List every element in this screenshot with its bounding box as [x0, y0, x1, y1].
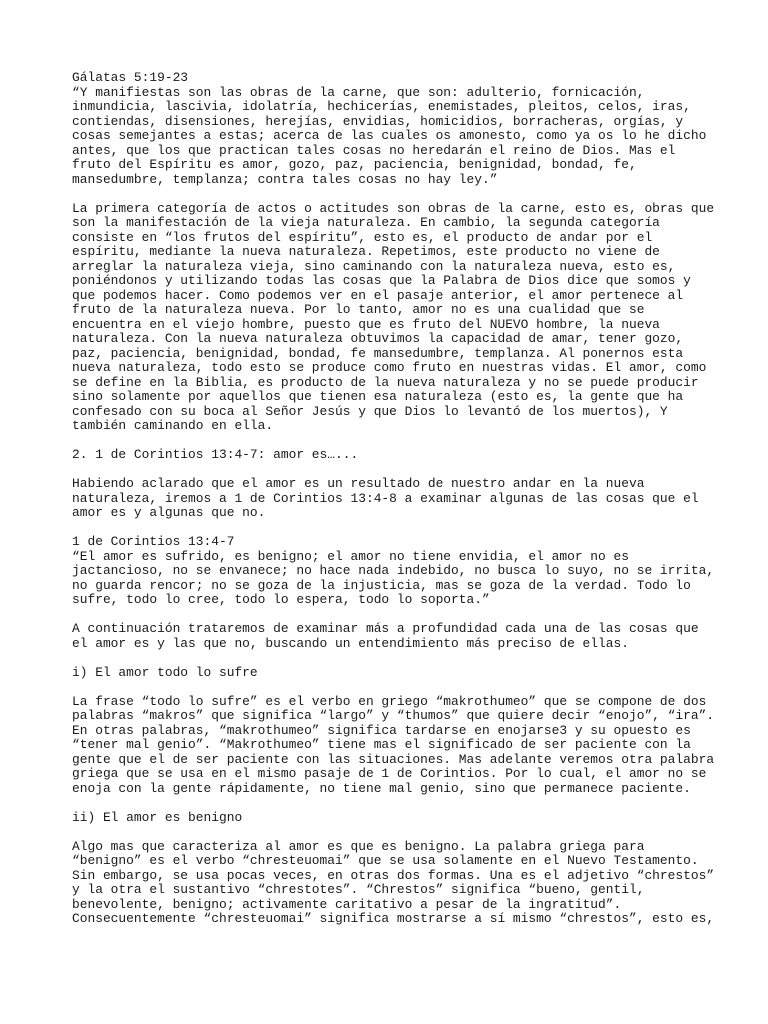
paragraph-galatas-quote [72, 71, 712, 187]
text-line: mansedumbre, templanza; contra tales cosas no hay ley.” [72, 171, 498, 187]
text-line: gente que el de ser paciente con las situaciones. Mas adelante veremos otra palabra [72, 751, 715, 767]
text-line: inmundicia, lascivia, idolatría, hechicerías, enemistades, pleitos, celos, iras, [72, 99, 691, 114]
text-line: i) El amor todo lo sufre [72, 664, 258, 680]
text-line: palabras “makros” que significa “largo” y “thumos” que quiere decir “enojo”, “ira”. [72, 708, 715, 723]
text-line: Algo mas que caracteriza al amor es que es benigno. La palabra griega para [72, 838, 645, 854]
text-line: consiste en “los frutos del espíritu”, esto es, el producto de andar por el [72, 229, 653, 245]
text-line: se define en la Biblia, es producto de la nueva naturaleza y no se puede producir [72, 374, 699, 390]
text-line: “tener mal genio”. “Makrothumeo” tiene mas el significado de ser paciente con la [72, 737, 691, 752]
text-line: A continuación trataremos de examinar más a profundidad cada una de las cosas que [72, 621, 699, 636]
text-line: encuentra en el viejo hombre, puesto que es fruto del NUEVO hombre, la nueva [72, 316, 660, 332]
text-line: confesado con su boca al Señor Jesús y que Dios lo levantó de los muertos), Y [72, 403, 668, 419]
text-line: fruto del Espíritu es amor, gozo, paz, paciencia, benignidad, bondad, fe, [72, 157, 637, 172]
text-line: “benigno” es el verbo “chresteuomai” que se usa solamente en el Nuevo Testamento. [72, 853, 699, 868]
text-line: “El amor es sufrido, es benigno; el amor no tiene envidia, el amor no es [72, 548, 629, 564]
paragraph-heading-2 [72, 448, 712, 463]
text-line: fruto de la naturaleza nueva. Por lo tanto, amor no es una cualidad que se [72, 302, 645, 317]
paragraph-spacer [72, 521, 712, 536]
paragraph-la-frase [72, 693, 715, 797]
paragraph-spacer [72, 796, 712, 811]
text-line: naturaleza. Con la nueva naturaleza obtuvimos la capacidad de amar, tener gozo, [72, 331, 684, 346]
paragraph-spacer [72, 608, 712, 623]
text-line: paz, paciencia, benignidad, bondad, fe mansedumbre, templanza. Al ponernos esta [72, 345, 684, 361]
text-line: Habiendo aclarado que el amor es un resultado de nuestro andar en la nueva [72, 476, 645, 491]
text-line: espíritu, mediante la nueva naturaleza. Repetimos, este producto no viene de [72, 244, 660, 259]
text-line: sino solamente por aquellos que tienen esa naturaleza (esto es, la gente que ha [72, 389, 684, 404]
text-line: Consecuentemente “chresteuomai” significa mostrarse a sí mismo “chrestos”, esto es, [72, 911, 715, 926]
text-line: arreglar la naturaleza vieja, sino caminando con la naturaleza nueva, esto es, [72, 258, 676, 274]
text-line: La frase “todo lo sufre” es el verbo en griego “makrothumeo” que se compone de dos [72, 693, 707, 709]
text-line: contiendas, disensiones, herejías, envidias, homicidios, borracheras, orgías, y [72, 113, 684, 129]
paragraph-spacer [72, 651, 712, 666]
text-line: son la manifestación de la vieja naturaleza. En cambio, la segunda categoría [72, 215, 660, 230]
text-line: cosas semejantes a estas; acerca de las cuales os amonesto, como ya os lo he dicho [72, 128, 707, 143]
text-line: amor es y algunas que no. [72, 505, 266, 520]
text-line: nueva naturaleza, todo esto se produce como fruto en nuestras vidas. El amor, como [72, 360, 707, 375]
paragraph-corintios-quote [72, 534, 715, 608]
text-line: griega que se usa en el mismo pasaje de 1 de Corintios. Por lo cual, el amor no se [72, 766, 707, 781]
paragraph-heading-i [72, 666, 712, 681]
text-line: antes, que los que practican tales cosas no heredarán el reino de Dios. Mas el [72, 142, 676, 158]
paragraph-a-continuacion [72, 622, 712, 651]
text-line: Sin embargo, se usa pocas veces, en otras dos formas. Una es el adjetivo “chrestos” [72, 867, 715, 883]
text-line: Gálatas 5:19-23 [72, 70, 189, 85]
paragraph-habiendo-aclarado [72, 477, 712, 521]
text-line: que podemos hacer. Como podemos ver en el pasaje anterior, el amor pertenece al [72, 287, 684, 303]
text-line: enoja con la gente rápidamente, no tiene mal genio, sino que permanece paciente. [72, 780, 691, 796]
text-line: ii) El amor es benigno [72, 809, 243, 825]
text-line: 1 de Corintios 13:4-7 [72, 534, 235, 549]
text-line: naturaleza, iremos a 1 de Corintios 13:4-8 a examinar algunas de las cosas que el [72, 490, 699, 506]
paragraph-heading-ii [72, 811, 712, 826]
paragraph-spacer [72, 434, 712, 449]
paragraph-spacer [72, 680, 712, 695]
document-page [72, 70, 715, 927]
text-line: el amor es y las que no, buscando un entendimiento más preciso de ellas. [72, 635, 629, 651]
paragraph-spacer [72, 463, 712, 478]
text-line: y la otra el sustantivo “chrestotes”. “Chrestos” significa “bueno, gentil, [72, 882, 645, 897]
text-line: jactancioso, no se envanece; no hace nada indebido, no busca lo suyo, no se irrita, [72, 563, 715, 578]
text-line: también caminando en ella. [72, 418, 274, 433]
text-line: En otras palabras, “makrothumeo” significa tardarse en enojarse3 y su opuesto es [72, 722, 691, 738]
paragraph-spacer [72, 825, 712, 840]
text-line: sufre, todo lo cree, todo lo espera, todo lo soporta.” [72, 592, 490, 607]
paragraph-algo-mas [72, 838, 715, 927]
paragraph-spacer [72, 187, 712, 202]
text-line: 2. 1 de Corintios 13:4-7: amor es…... [72, 447, 359, 462]
text-line: poniéndonos y utilizando todas las cosas que la Palabra de Dios dice que somos y [72, 273, 691, 288]
text-line: benevolente, benigno; activamente caritativo a pesar de la ingratitud”. [72, 896, 622, 912]
text-line: La primera categoría de actos o actitudes son obras de la carne, esto es, obras que [72, 200, 715, 216]
text-line: no guarda rencor; no se goza de la injusticia, mas se goza de la verdad. Todo lo [72, 577, 691, 593]
text-line: “Y manifiestas son las obras de la carne, que son: adulterio, fornicación, [72, 84, 645, 100]
paragraph-primera-categoria [72, 200, 715, 434]
